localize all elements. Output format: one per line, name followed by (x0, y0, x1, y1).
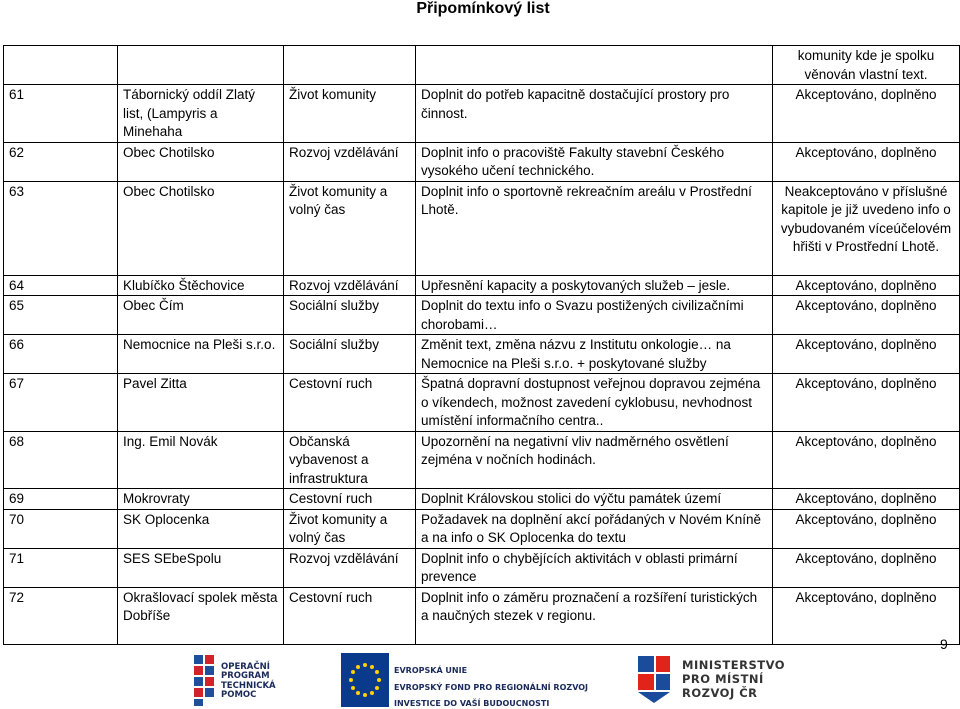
row-number: 63 (4, 181, 118, 275)
table-row (4, 587, 960, 644)
submitter: Pavel Zitta (118, 374, 284, 432)
area: Sociální služby (284, 296, 416, 335)
submitter: Obec Čím (118, 296, 284, 335)
eu-logo (341, 653, 589, 709)
row-number: 67 (4, 374, 118, 432)
comments-table (3, 45, 960, 645)
table-row (4, 489, 960, 510)
mmr-logo (634, 654, 794, 709)
page-title: Připomínkový list (416, 0, 550, 17)
table-row (4, 431, 960, 489)
resolution: Akceptováno, doplněno (773, 296, 960, 335)
row-number: 61 (4, 85, 118, 143)
table-row (4, 374, 960, 432)
resolution: komunity kde je spolku věnován vlastní text. (773, 46, 960, 85)
row-number: 66 (4, 335, 118, 374)
row-number (4, 46, 118, 85)
area: Rozvoj vzdělávání (284, 142, 416, 181)
optp-logo (192, 653, 294, 709)
optp-mark-icon (192, 653, 216, 707)
table-row (4, 85, 960, 143)
resolution: Neakceptováno v příslušné kapitole je již uvedeno info o vybudovaném víceúčelovém hřišti v Prostřední Lhotě. (773, 181, 960, 275)
eu-line-2: EVROPSKÝ FOND PRO REGIONÁLNÍ ROZVOJ (394, 682, 589, 692)
comment: Upřesnění kapacity a poskytovaných služeb – jesle. (416, 275, 773, 296)
row-number: 65 (4, 296, 118, 335)
eu-line-1: EVROPSKÁ UNIE (394, 666, 468, 675)
row-number: 69 (4, 489, 118, 510)
area: Život komunity a volný čas (284, 509, 416, 548)
comment: Doplnit info o pracoviště Fakulty stavební Českého vysokého učení technického. (416, 142, 773, 181)
comment: Doplnit info o sportovně rekreačním areálu v Prostřední Lhotě. (416, 181, 773, 275)
area: Sociální služby (284, 335, 416, 374)
submitter: SES SEbeSpolu (118, 548, 284, 587)
submitter: Tábornický oddíl Zlatý list, (Lampyris a Minehaha (118, 85, 284, 143)
resolution: Akceptováno, doplněno (773, 509, 960, 548)
area (284, 46, 416, 85)
submitter: Nemocnice na Pleši s.r.o. (118, 335, 284, 374)
table-row (4, 548, 960, 587)
area: Cestovní ruch (284, 374, 416, 432)
table-row (4, 181, 960, 275)
resolution: Akceptováno, doplněno (773, 431, 960, 489)
resolution: Akceptováno, doplněno (773, 548, 960, 587)
submitter: Okrašlovací spolek města Dobříše (118, 587, 284, 644)
comment: Upozornění na negativní vliv nadměrného osvětlení zejména v nočních hodinách. (416, 431, 773, 489)
mmr-logo-text: MINISTERSTVO PRO MÍSTNÍ ROZVOJ ČR (682, 658, 786, 700)
submitter: Klubíčko Štěchovice (118, 275, 284, 296)
table-row (4, 296, 960, 335)
submitter (118, 46, 284, 85)
area: Život komunity a volný čas (284, 181, 416, 275)
eu-flag-icon (341, 653, 389, 707)
row-number: 68 (4, 431, 118, 489)
submitter: SK Oplocenka (118, 509, 284, 548)
area: Cestovní ruch (284, 489, 416, 510)
table-row (4, 509, 960, 548)
submitter: Mokrovraty (118, 489, 284, 510)
submitter: Ing. Emil Novák (118, 431, 284, 489)
area: Občanská vybavenost a infrastruktura (284, 431, 416, 489)
comment: Doplnit info o chybějících aktivitách v oblasti primární prevence (416, 548, 773, 587)
comment: Změnit text, změna názvu z Institutu onkologie… na Nemocnice na Pleši s.r.o. + poskytované služby (416, 335, 773, 374)
table-row (4, 335, 960, 374)
page-number: 9 (940, 636, 948, 652)
area: Cestovní ruch (284, 587, 416, 644)
comment: Doplnit info o záměru proznačení a rozšíření turistických a naučných stezek v regionu. (416, 587, 773, 644)
resolution: Akceptováno, doplněno (773, 142, 960, 181)
row-number: 70 (4, 509, 118, 548)
row-number: 62 (4, 142, 118, 181)
eu-line-3: INVESTICE DO VAŠÍ BUDOUCNOSTI (394, 699, 550, 708)
submitter: Obec Chotilsko (118, 181, 284, 275)
optp-logo-text: OPERAČNÍ PROGRAM TECHNICKÁ POMOC (221, 662, 276, 700)
area: Rozvoj vzdělávání (284, 548, 416, 587)
comment: Doplnit do textu info o Svazu postižených civilizačními chorobami… (416, 296, 773, 335)
resolution: Akceptováno, doplněno (773, 335, 960, 374)
comment: Doplnit do potřeb kapacitně dostačující prostory pro činnost. (416, 85, 773, 143)
eu-logo-text (394, 663, 588, 709)
comment: Špatná dopravní dostupnost veřejnou dopravou zejména o víkendech, možnost zavedení cyklobusu, nevhodnost umístění informačního centra.. (416, 374, 773, 432)
table-row (4, 46, 960, 85)
comment (416, 46, 773, 85)
resolution: Akceptováno, doplněno (773, 374, 960, 432)
resolution: Akceptováno, doplněno (773, 587, 960, 644)
area: Život komunity (284, 85, 416, 143)
comment: Požadavek na doplnění akcí pořádaných v Novém Kníně a na info o SK Oplocenka do textu (416, 509, 773, 548)
area: Rozvoj vzdělávání (284, 275, 416, 296)
row-number: 71 (4, 548, 118, 587)
resolution: Akceptováno, doplněno (773, 275, 960, 296)
table-row (4, 142, 960, 181)
mmr-mark-icon (634, 654, 674, 704)
row-number: 72 (4, 587, 118, 644)
table-row (4, 275, 960, 296)
row-number: 64 (4, 275, 118, 296)
submitter: Obec Chotilsko (118, 142, 284, 181)
resolution: Akceptováno, doplněno (773, 489, 960, 510)
comment: Doplnit Královskou stolici do výčtu památek území (416, 489, 773, 510)
resolution: Akceptováno, doplněno (773, 85, 960, 143)
